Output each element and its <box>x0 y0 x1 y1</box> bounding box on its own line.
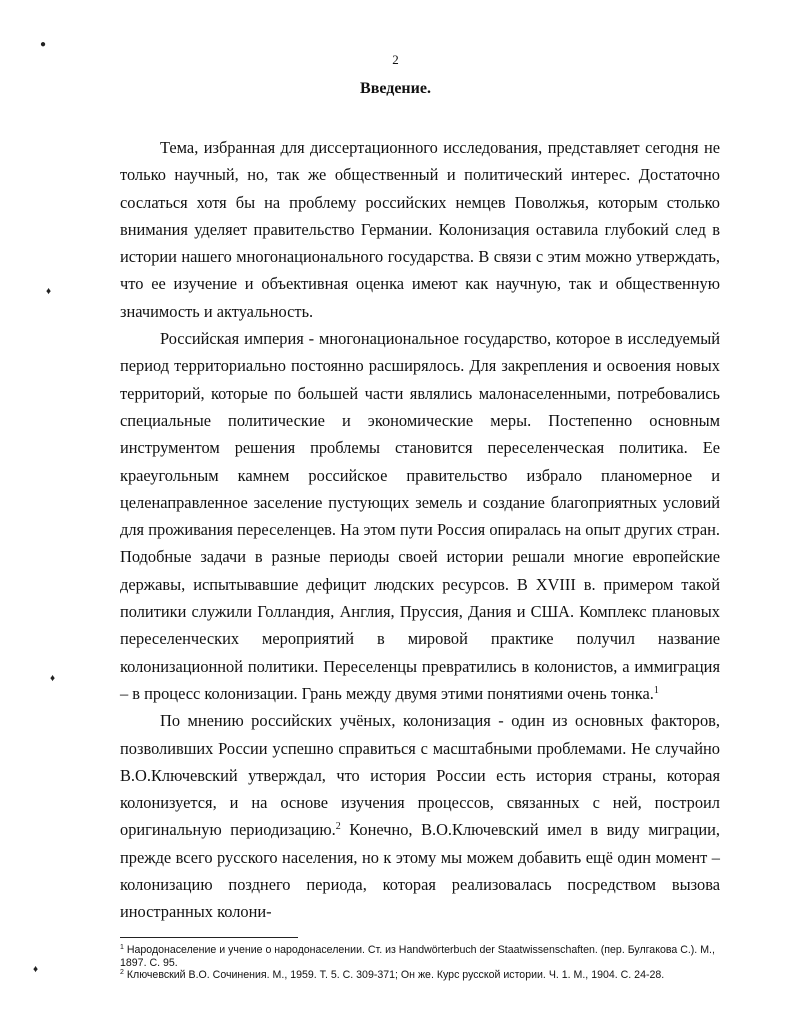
footnote-separator <box>120 937 298 938</box>
paragraph-3-text-a: По мнению российских учёных, колонизация - один из основных факторов, позволивших России успешно справиться с масштабными проблемами. Не случайно В.О.Ключевский утверждал, что история России есть история страны, которая колонизуется, и на основе изучения процессов, связанных с ней, построил оригинальную периодизацию. <box>120 711 720 840</box>
page-title: Введение. <box>360 80 431 97</box>
paragraph-3 <box>120 707 720 925</box>
footnote-2-text: Ключевский В.О. Сочинения. М., 1959. Т. 5. С. 309-371; Он же. Курс русской истории. Ч. 1. М., 1904. С. 24-28. <box>123 969 665 981</box>
scan-mark-1: ● <box>40 39 47 50</box>
scan-mark-3: ♦ <box>50 673 56 684</box>
paragraph-1 <box>120 134 720 325</box>
scan-mark-2: ♦ <box>46 286 52 297</box>
footnote-1-number: 1 <box>120 944 124 951</box>
main-text <box>120 134 720 926</box>
footnote-1-text: Народонаселение и учение о народонаселении. Ст. из Handwörterbuch der Staatwissenschaften. (пер. Булгакова С.). М., 1897. С. 95. <box>120 944 715 969</box>
paragraph-3-text-b: Конечно, В.О.Ключевский имел в виду миграции, прежде всего русского населения, но к этому мы можем добавить ещё один момент – колонизацию позднего периода, которая реализовалась посредством вызова иностранных колони- <box>120 820 720 922</box>
scan-mark-4: ♦ <box>33 964 39 975</box>
paragraph-1-text: Тема, избранная для диссертационного исследования, представляет сегодня не только научный, но, так же общественный и политический интерес. Достаточно сослаться хотя бы на проблему российских немцев Поволжья, которым столько внимания уделяет правительство Германии. Колонизация оставила глубокий след в истории нашего многонационального государства. В связи с этим можно утверждать, что ее изучение и объективная оценка имеют как научную, так и общественную значимость и актуальность. <box>120 138 720 321</box>
page-number: 2 <box>392 52 399 67</box>
footnote-1 <box>120 944 720 969</box>
footnote-2 <box>120 969 720 982</box>
paragraph-2 <box>120 325 720 707</box>
footnote-ref-1[interactable]: 1 <box>653 684 659 696</box>
paragraph-2-text: Российская империя - многонациональное государство, которое в исследуемый период территориально постоянно расширялось. Для закрепления и освоения новых территорий, которые по большей части являлись малонаселенными, потребовались специальные политические и экономические меры. Постепенно основным инструментом решения проблемы становится переселенческая политика. Ее краеугольным камнем российское правительство избрало планомерное и целенаправленное заселение пустующих земель и создание благоприятных условий для проживания переселенцев. На этом пути Россия опиралась на опыт других стран. Подобные задачи в разные периоды своей истории решали многие европейские державы, испытывавшие дефицит людских ресурсов. В XVIII в. примером такой политики служили Голландия, Англия, Пруссия, Дания и США. Комплекс плановых переселенческих мероприятий в мировой практике получил название колонизационной политики. Переселенцы превратились в колонистов, а иммиграция – в процесс колонизации. Грань между двумя этими понятиями очень тонка. <box>120 329 720 703</box>
footnote-ref-2[interactable]: 2 <box>335 821 341 833</box>
footnotes <box>120 944 720 982</box>
footnote-2-number: 2 <box>120 969 124 976</box>
